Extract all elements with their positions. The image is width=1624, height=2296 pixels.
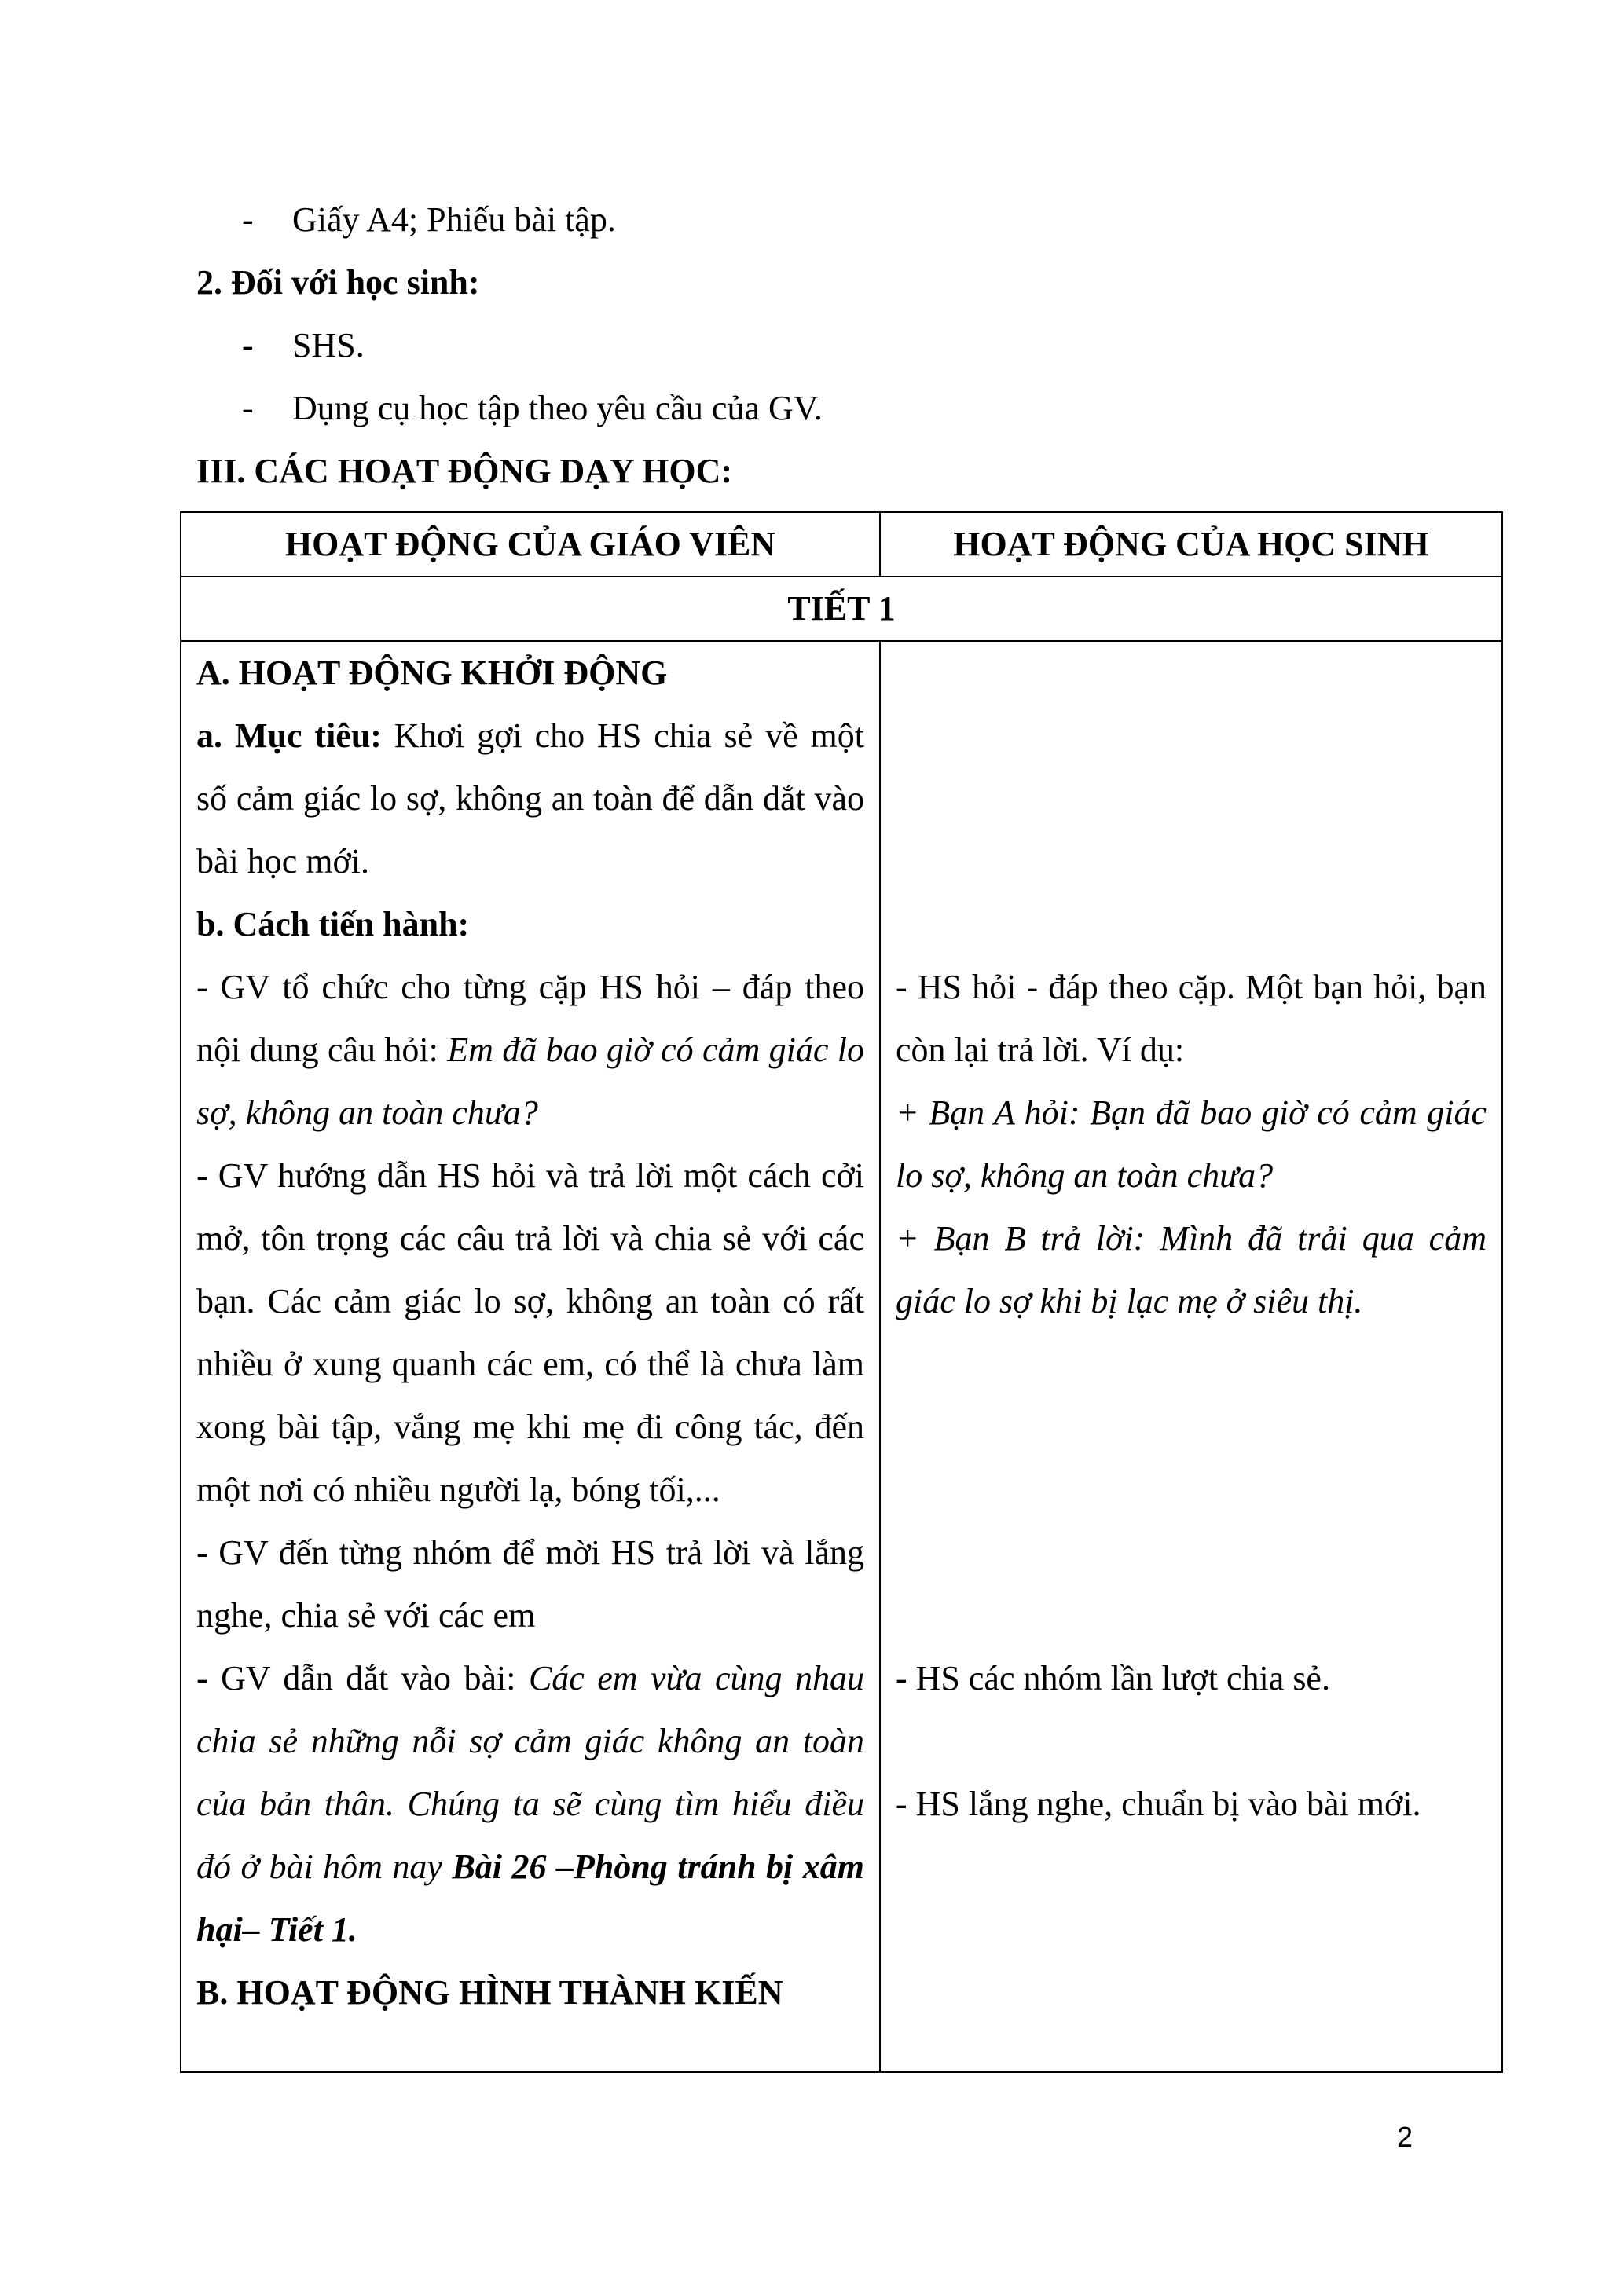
teacher-step-4 (196, 1647, 864, 1961)
teacher-step-3: - GV đến từng nhóm để mời HS trả lời và lắng nghe, chia sẻ với các em (196, 1533, 864, 1635)
teacher-step-1-question: Em đã bao giờ có cảm giác lo sợ, không an toàn chưa? (196, 1031, 864, 1132)
bullet-text: Giấy A4; Phiếu bài tập. (292, 200, 616, 239)
content-row (181, 641, 1502, 2072)
column-header-teacher: HOẠT ĐỘNG CỦA GIÁO VIÊN (181, 512, 880, 577)
lesson-plan-table (180, 511, 1503, 2073)
objective-text: Khơi gợi cho HS chia sẻ về một số cảm giác lo sợ, không an toàn để dẫn dắt vào bài học mới. (196, 716, 864, 881)
period-row (181, 577, 1502, 641)
teacher-activity-cell (181, 641, 880, 2072)
objective-label: a. Mục tiêu: (196, 716, 382, 755)
section-a-title: A. HOẠT ĐỘNG KHỞI ĐỘNG (196, 654, 668, 692)
teacher-step-1 (196, 956, 864, 1144)
bullet-dash: - (242, 200, 254, 239)
column-header-student: HOẠT ĐỘNG CỦA HỌC SINH (880, 512, 1502, 577)
procedure-label: b. Cách tiến hành: (196, 905, 470, 943)
teacher-step-4-text: - GV dẫn dắt vào bài: (196, 1659, 529, 1697)
bullet-dash: - (242, 389, 254, 427)
student-example-b: + Bạn B trả lời: Mình đã trải qua cảm giác lo sợ khi bị lạc mẹ ở siêu thị. (896, 1219, 1487, 1320)
period-title: TIẾT 1 (181, 577, 1502, 641)
bullet-dash: - (242, 326, 254, 364)
section-heading: III. CÁC HOẠT ĐỘNG DẠY HỌC: (196, 452, 733, 490)
student-example-a: + Bạn A hỏi: Bạn đã bao giờ có cảm giác lo sợ, không an toàn chưa? (896, 1093, 1487, 1195)
page-number: 2 (1397, 2121, 1413, 2153)
student-activity-cell (880, 641, 1502, 2072)
objective-paragraph (196, 705, 864, 893)
teacher-step-1-text: - GV tổ chức cho từng cặp HS hỏi – đáp theo nội dung câu hỏi: (196, 968, 864, 1069)
bullet-text: Dụng cụ học tập theo yêu cầu của GV. (292, 389, 823, 427)
student-response-2: - HS các nhóm lần lượt chia sẻ. (896, 1659, 1330, 1697)
section-b-title: B. HOẠT ĐỘNG HÌNH THÀNH KIẾN (196, 1973, 783, 2012)
student-response-1: - HS hỏi - đáp theo cặp. Một bạn hỏi, bạn còn lại trả lời. Ví dụ: (896, 968, 1487, 1069)
teacher-step-4-italic: Các em vừa cùng nhau chia sẻ những nỗi sợ cảm giác không an toàn của bản thân. Chúng ta sẽ cùng tìm hiểu điều đó ở bài hôm nay (196, 1659, 864, 1886)
table-header-row (181, 512, 1502, 577)
section-heading: 2. Đối với học sinh: (196, 263, 480, 302)
student-response-3: - HS lắng nghe, chuẩn bị vào bài mới. (896, 1785, 1421, 1823)
lesson-title: Bài 26 –Phòng tránh bị xâm hại– Tiết 1. (196, 1847, 864, 1949)
bullet-text: SHS. (292, 326, 365, 364)
teacher-step-2: - GV hướng dẫn HS hỏi và trả lời một cách cởi mở, tôn trọng các câu trả lời và chia sẻ với các bạn. Các cảm giác lo sợ, không an toàn có rất nhiều ở xung quanh các em, có thể là chưa làm xong bài tập, vắng mẹ khi mẹ đi công tác, đến một nơi có nhiều người lạ, bóng tối,... (196, 1156, 864, 1509)
